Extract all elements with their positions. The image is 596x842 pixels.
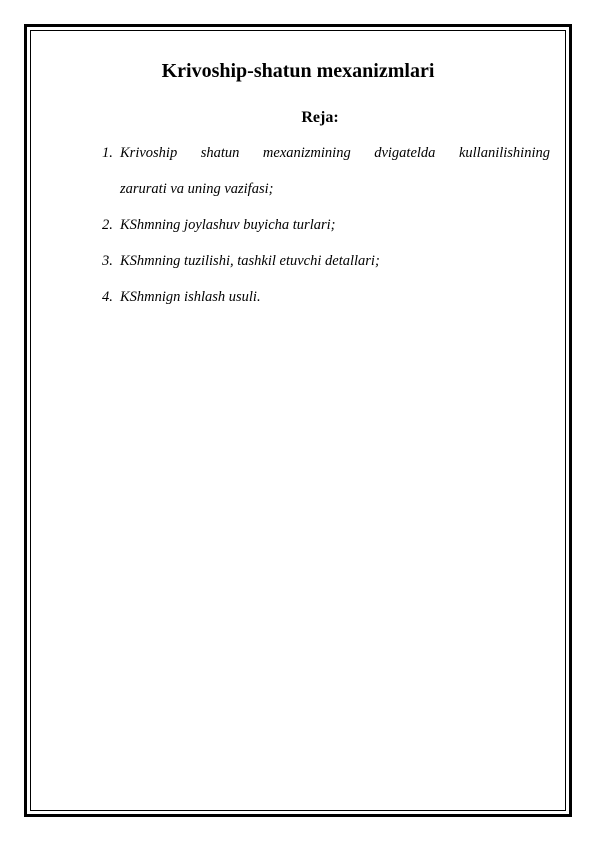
document-title: Krivoship-shatun mexanizmlari	[161, 60, 435, 82]
plan-word: dvigatelda	[374, 145, 436, 161]
plan-item-line-2: zarurati va uning vazifasi;	[120, 181, 274, 197]
plan-item-2	[102, 217, 550, 234]
plan-item-4	[102, 289, 550, 306]
plan-item-text: KShmnign ishlash usuli.	[120, 289, 261, 305]
plan-heading: Reja:	[301, 109, 339, 126]
plan-list	[102, 145, 550, 306]
plan-item-number: 3.	[102, 253, 113, 269]
plan-item-1	[102, 145, 550, 198]
plan-word: Krivoship	[120, 145, 178, 161]
plan-item-number: 4.	[102, 289, 113, 305]
plan-item-3	[102, 253, 550, 270]
plan-item-line-1	[120, 145, 550, 162]
plan-word: mexanizmining	[262, 145, 351, 161]
plan-word: shatun	[200, 145, 240, 161]
plan-item-text: KShmning tuzilishi, tashkil etuvchi detallari;	[120, 253, 380, 269]
plan-item-number: 1.	[102, 145, 113, 161]
plan-word: kullanilishining	[458, 145, 550, 161]
plan-item-text: KShmning joylashuv buyicha turlari;	[120, 217, 336, 233]
plan-item-number: 2.	[102, 217, 113, 233]
